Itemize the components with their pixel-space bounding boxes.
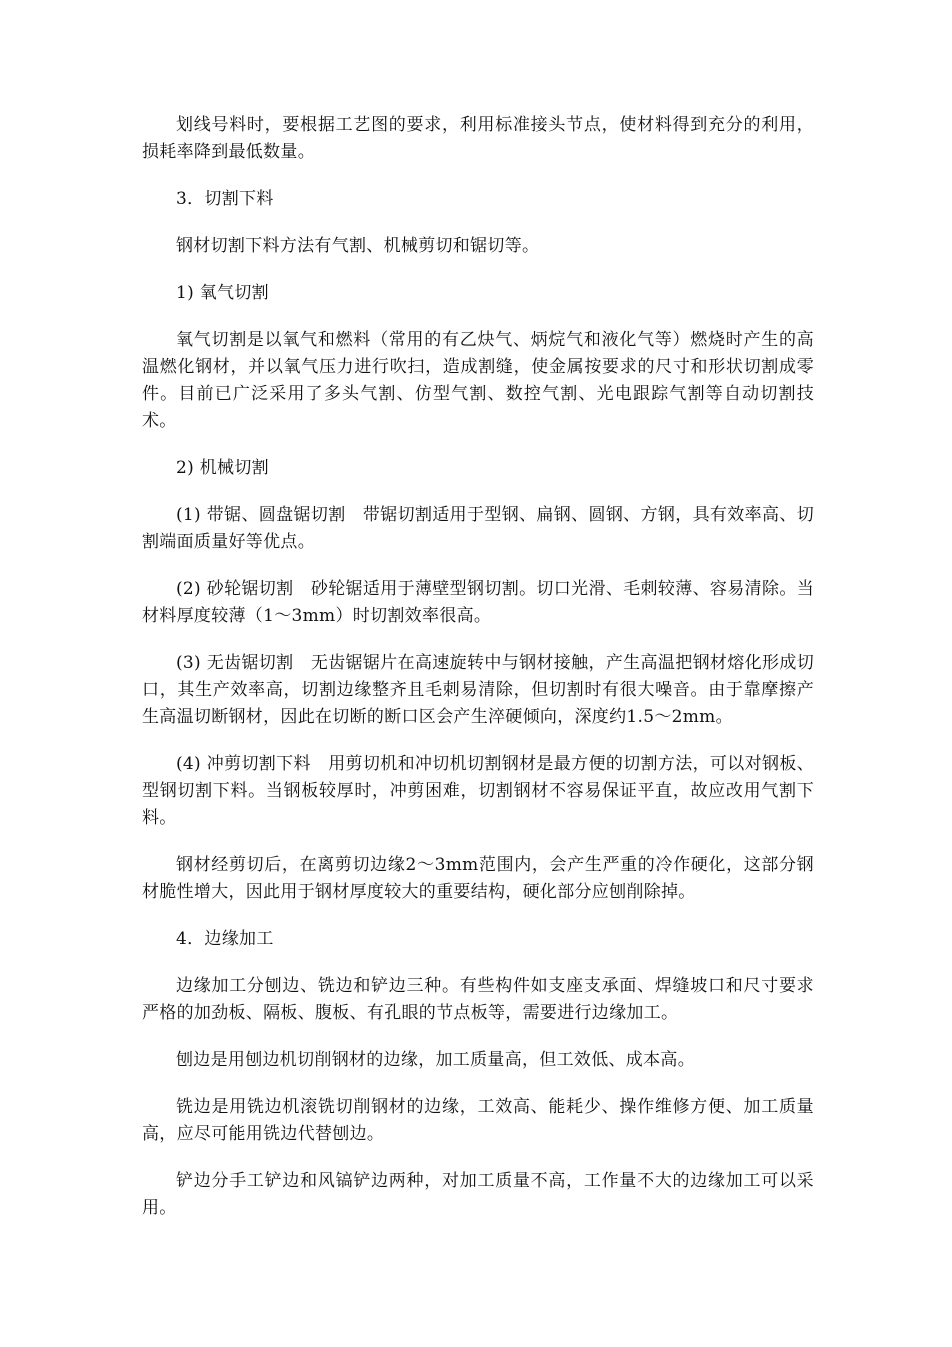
paragraph-abrasive-saw: (2) 砂轮锯切割 砂轮锯适用于薄壁型钢切割。切口光滑、毛刺较薄、容易清除。当材料厚度较薄（1～3mm）时切割效率很高。 xyxy=(142,579,814,626)
paragraph-band-saw: (1) 带锯、圆盘锯切割 带锯切割适用于型钢、扁钢、圆钢、方钢，具有效率高、切割端面质量好等优点。 xyxy=(142,505,814,552)
paragraph-oxygen-cutting: 氧气切割是以氧气和燃料（常用的有乙炔气、炳烷气和液化气等）燃烧时产生的高温燃化钢材，并以氧气压力进行吹扫，造成割缝，使金属按要求的尺寸和形状切割成零件。目前已广泛采用了多头气割、仿型气割、数控气割、光电跟踪气割等自动切割技术。 xyxy=(142,330,814,431)
section-heading-cutting: 3．切割下料 xyxy=(176,189,274,209)
paragraph-edge-types: 边缘加工分刨边、铣边和铲边三种。有些构件如支座支承面、焊缝坡口和尺寸要求严格的加劲板、隔板、腹板、有孔眼的节点板等，需要进行边缘加工。 xyxy=(142,976,814,1023)
paragraph-cold-hardening: 钢材经剪切后，在离剪切边缘2～3mm范围内，会产生严重的冷作硬化，这部分钢材脆性增大，因此用于钢材厚度较大的重要结构，硬化部分应刨削除掉。 xyxy=(142,855,814,902)
paragraph-milling: 铣边是用铣边机滚铣切削钢材的边缘，工效高、能耗少、操作维修方便、加工质量高，应尽可能用铣边代替刨边。 xyxy=(142,1097,814,1144)
paragraph-chipping: 铲边分手工铲边和风镐铲边两种，对加工质量不高，工作量不大的边缘加工可以采用。 xyxy=(142,1171,814,1218)
paragraph-cutting-methods: 钢材切割下料方法有气割、机械剪切和锯切等。 xyxy=(176,236,540,256)
subheading-mechanical-cutting: 2) 机械切割 xyxy=(176,458,269,478)
paragraph-marking-material: 划线号料时，要根据工艺图的要求，利用标准接头节点，使材料得到充分的利用，损耗率降到最低数量。 xyxy=(142,115,814,162)
paragraph-shearing: (4) 冲剪切割下料 用剪切机和冲切机切割钢材是最方便的切割方法，可以对钢板、型钢切割下料。当钢板较厚时，冲剪困难，切割钢材不容易保证平直，故应改用气割下料。 xyxy=(142,754,814,828)
section-heading-edge-processing: 4．边缘加工 xyxy=(176,929,274,949)
paragraph-toothless-saw: (3) 无齿锯切割 无齿锯锯片在高速旋转中与钢材接触，产生高温把钢材熔化形成切口，其生产效率高，切割边缘整齐且毛刺易清除，但切割时有很大噪音。由于靠摩擦产生高温切断钢材，因此在切断的断口区会产生淬硬倾向，深度约1.5～2mm。 xyxy=(142,653,814,727)
paragraph-planing: 刨边是用刨边机切削钢材的边缘，加工质量高，但工效低、成本高。 xyxy=(176,1050,695,1070)
document-body xyxy=(142,112,814,1242)
subheading-oxygen-cutting: 1) 氧气切割 xyxy=(176,283,269,303)
